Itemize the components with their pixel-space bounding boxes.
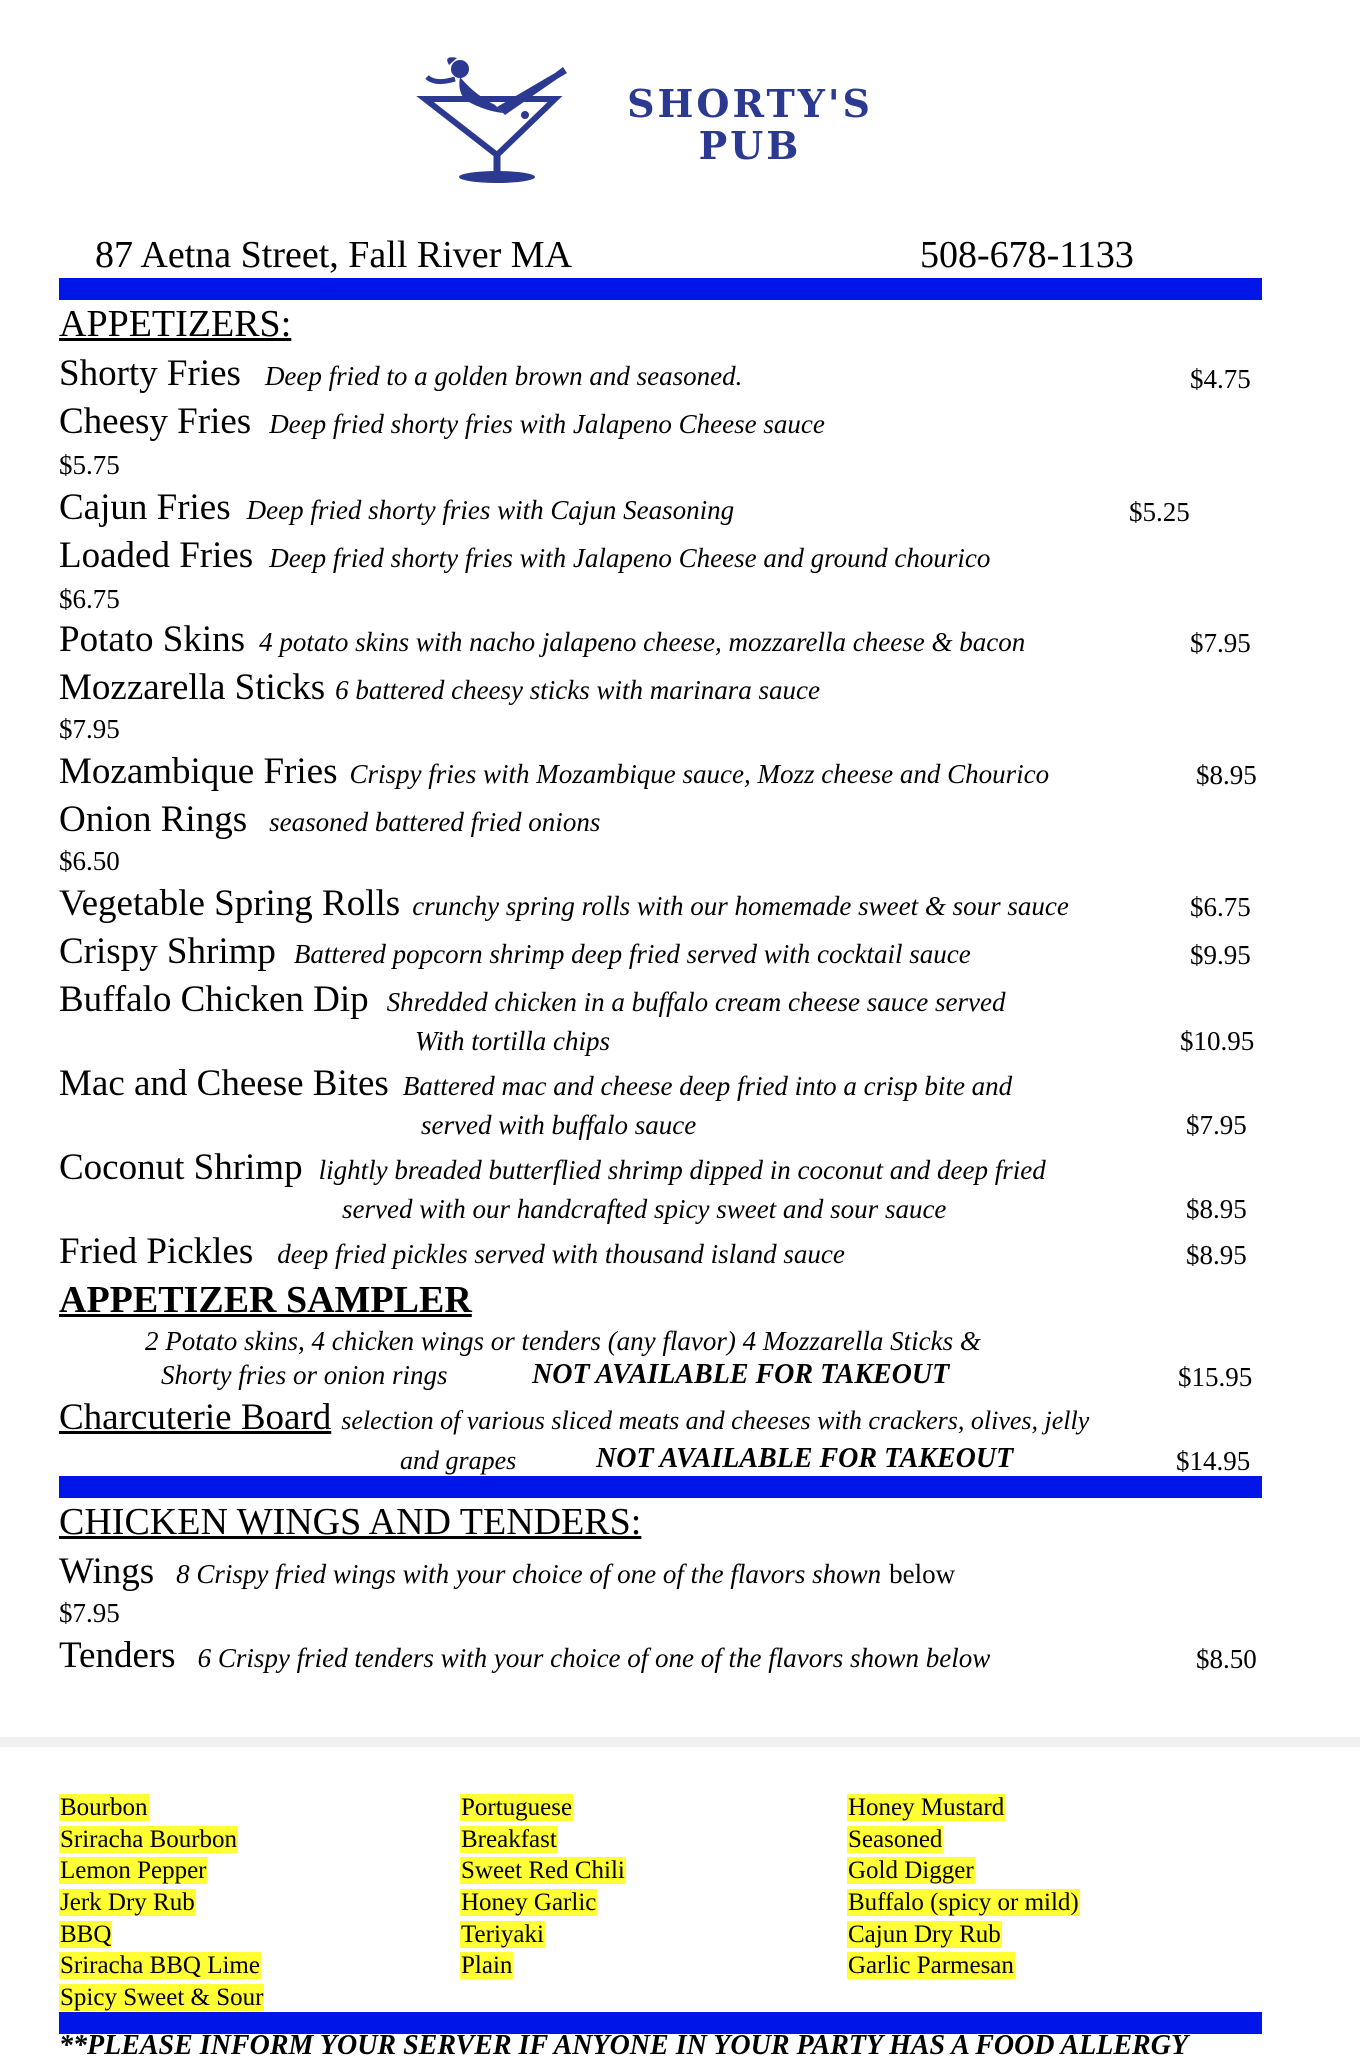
sampler-price: $15.95 — [1178, 1362, 1253, 1392]
menu-item — [59, 882, 1069, 925]
item-price: $5.75 — [59, 450, 120, 480]
address: 87 Aetna Street, Fall River MA — [95, 234, 573, 276]
menu-item — [59, 534, 990, 577]
item-desc: Deep fried shorty fries with Jalapeno Cheese sauce — [269, 409, 825, 439]
item-price: $6.75 — [59, 584, 120, 614]
section-heading-wings-tenders: CHICKEN WINGS AND TENDERS: — [59, 1501, 642, 1543]
flavor-item: Bourbon — [60, 1794, 148, 1821]
item-name: Crispy Shrimp — [59, 931, 276, 972]
flavor-item: Breakfast — [461, 1825, 557, 1853]
item-price: $4.75 — [1190, 364, 1251, 394]
item-name: Mac and Cheese Bites — [59, 1063, 389, 1104]
item-desc-continued: and grapes — [400, 1446, 517, 1475]
item-price: $14.95 — [1176, 1446, 1251, 1476]
flavor-item: Portuguese — [461, 1794, 573, 1821]
item-desc: seasoned battered fried onions — [269, 807, 601, 837]
flavor-item: Plain — [461, 1952, 513, 1980]
menu-item — [59, 400, 825, 443]
section-divider-bar — [59, 1476, 1262, 1498]
item-desc-continued: served with our handcrafted spicy sweet and sour sauce — [342, 1194, 947, 1224]
martini-glass-logo-icon — [405, 55, 590, 185]
item-price: $7.95 — [1186, 1110, 1247, 1140]
item-desc: Crispy fries with Mozambique sauce, Mozz cheese and Chourico — [349, 759, 1050, 789]
sampler-desc-continued: Shorty fries or onion rings — [161, 1360, 448, 1390]
item-price: $8.50 — [1196, 1644, 1257, 1674]
item-desc: Deep fried shorty fries with Jalapeno Cheese and ground chourico — [269, 543, 991, 573]
sampler-desc: 2 Potato skins, 4 chicken wings or tenders (any flavor) 4 Mozzarella Sticks & — [145, 1326, 981, 1356]
item-name: Coconut Shrimp — [59, 1147, 303, 1188]
menu-item — [59, 930, 971, 973]
item-desc: 4 potato skins with nacho jalapeno cheese, mozzarella cheese & bacon — [259, 627, 1026, 657]
menu-item-charcuterie — [59, 1396, 1089, 1439]
menu-item — [59, 1230, 845, 1273]
phone-number: 508-678-1133 — [920, 234, 1134, 276]
item-name: Cajun Fries — [59, 487, 231, 528]
item-price: $6.50 — [59, 846, 120, 876]
page-break — [0, 1737, 1360, 1747]
item-price: $9.95 — [1190, 940, 1251, 970]
item-price: $7.95 — [59, 1598, 120, 1628]
flavor-item: Buffalo (spicy or mild) — [848, 1889, 1079, 1917]
item-price: $10.95 — [1180, 1026, 1255, 1056]
item-desc: lightly breaded butterflied shrimp dipped in coconut and deep fried — [318, 1155, 1046, 1185]
item-price: $7.95 — [1190, 628, 1251, 658]
item-desc: Battered popcorn shrimp deep fried served with cocktail sauce — [293, 939, 971, 969]
flavor-item: Gold Digger — [848, 1857, 974, 1885]
allergy-notice: **PLEASE INFORM YOUR SERVER IF ANYONE IN YOUR PARTY HAS A FOOD ALLERGY — [59, 2030, 1189, 2061]
item-desc-continued: served with buffalo sauce — [421, 1110, 697, 1140]
item-name: Onion Rings — [59, 799, 248, 840]
item-desc-continued: With tortilla chips — [415, 1026, 611, 1056]
pub-logo — [405, 55, 925, 185]
sampler-takeout-notice: NOT AVAILABLE FOR TAKEOUT — [532, 1359, 950, 1390]
item-desc: 6 battered cheesy sticks with marinara sauce — [335, 675, 821, 705]
item-desc: crunchy spring rolls with our homemade sweet & sour sauce — [412, 891, 1069, 921]
menu-item — [59, 978, 1005, 1021]
flavor-item: Honey Garlic — [461, 1889, 597, 1917]
flavor-list-col3 — [847, 1792, 1080, 1982]
flavor-list-col1 — [59, 1792, 264, 2014]
item-name: Mozambique Fries — [59, 751, 338, 792]
item-price: $8.95 — [1196, 760, 1257, 790]
flavor-item: Lemon Pepper — [60, 1857, 207, 1885]
menu-item — [59, 1062, 1012, 1105]
menu-item — [59, 750, 1049, 793]
menu-item-wings — [59, 1550, 955, 1593]
item-name: Charcuterie Board — [59, 1397, 332, 1438]
item-name: Potato Skins — [59, 619, 246, 660]
item-price: $8.95 — [1186, 1194, 1247, 1224]
logo-line1: SHORTY'S — [627, 81, 873, 126]
item-name: Wings — [59, 1551, 155, 1592]
flavor-item: Sriracha BBQ Lime — [60, 1952, 260, 1980]
flavor-list-col2 — [460, 1792, 626, 1982]
flavor-item: BBQ — [60, 1920, 112, 1948]
item-name: Tenders — [59, 1635, 176, 1676]
flavor-item: Sriracha Bourbon — [60, 1825, 238, 1853]
menu-item-tenders — [59, 1634, 990, 1677]
item-desc: Shredded chicken in a buffalo cream cheese sauce served — [386, 987, 1006, 1017]
item-name: Buffalo Chicken Dip — [59, 979, 369, 1020]
item-desc: 8 Crispy fried wings with your choice of one of the flavors shown — [176, 1559, 882, 1589]
flavor-item: Teriyaki — [461, 1920, 544, 1948]
item-price: $8.95 — [1186, 1240, 1247, 1270]
flavor-item: Sweet Red Chili — [461, 1857, 625, 1885]
flavor-item: Honey Mustard — [848, 1794, 1005, 1821]
item-name: Mozzarella Sticks — [59, 667, 326, 708]
menu-item — [59, 486, 734, 529]
section-heading-sampler: APPETIZER SAMPLER — [59, 1279, 472, 1321]
menu-item — [59, 618, 1025, 661]
flavor-item: Seasoned — [848, 1825, 943, 1853]
flavor-item: Jerk Dry Rub — [60, 1889, 195, 1917]
item-price: $6.75 — [1190, 892, 1251, 922]
flavor-item: Spicy Sweet & Sour — [60, 1984, 264, 2012]
item-price: $5.25 — [1129, 497, 1190, 527]
item-price: $7.95 — [59, 714, 120, 744]
menu-item — [59, 798, 600, 841]
item-name: Cheesy Fries — [59, 401, 252, 442]
menu-item — [59, 352, 742, 395]
charcuterie-takeout-notice: NOT AVAILABLE FOR TAKEOUT — [596, 1443, 1014, 1474]
item-name: Loaded Fries — [59, 535, 254, 576]
item-desc: selection of various sliced meats and cheeses with crackers, olives, jelly — [341, 1406, 1090, 1435]
item-desc: 6 Crispy fried tenders with your choice of one of the flavors shown below — [197, 1643, 991, 1673]
item-name: Vegetable Spring Rolls — [59, 883, 401, 924]
item-desc-tail: below — [889, 1559, 956, 1589]
section-heading-appetizers: APPETIZERS: — [59, 303, 292, 345]
menu-item — [59, 666, 820, 709]
logo-line2: PUB — [698, 123, 802, 168]
item-desc: Deep fried shorty fries with Cajun Seasoning — [246, 495, 735, 525]
item-desc: Deep fried to a golden brown and seasoned. — [264, 361, 743, 391]
item-name: Shorty Fries — [59, 353, 241, 394]
top-divider-bar — [59, 278, 1262, 300]
menu-item — [59, 1146, 1046, 1189]
flavor-item: Garlic Parmesan — [848, 1952, 1014, 1980]
item-desc: deep fried pickles served with thousand island sauce — [277, 1239, 845, 1269]
flavor-item: Cajun Dry Rub — [848, 1920, 1001, 1948]
item-desc: Battered mac and cheese deep fried into a crisp bite and — [402, 1071, 1013, 1101]
item-name: Fried Pickles — [59, 1231, 254, 1272]
